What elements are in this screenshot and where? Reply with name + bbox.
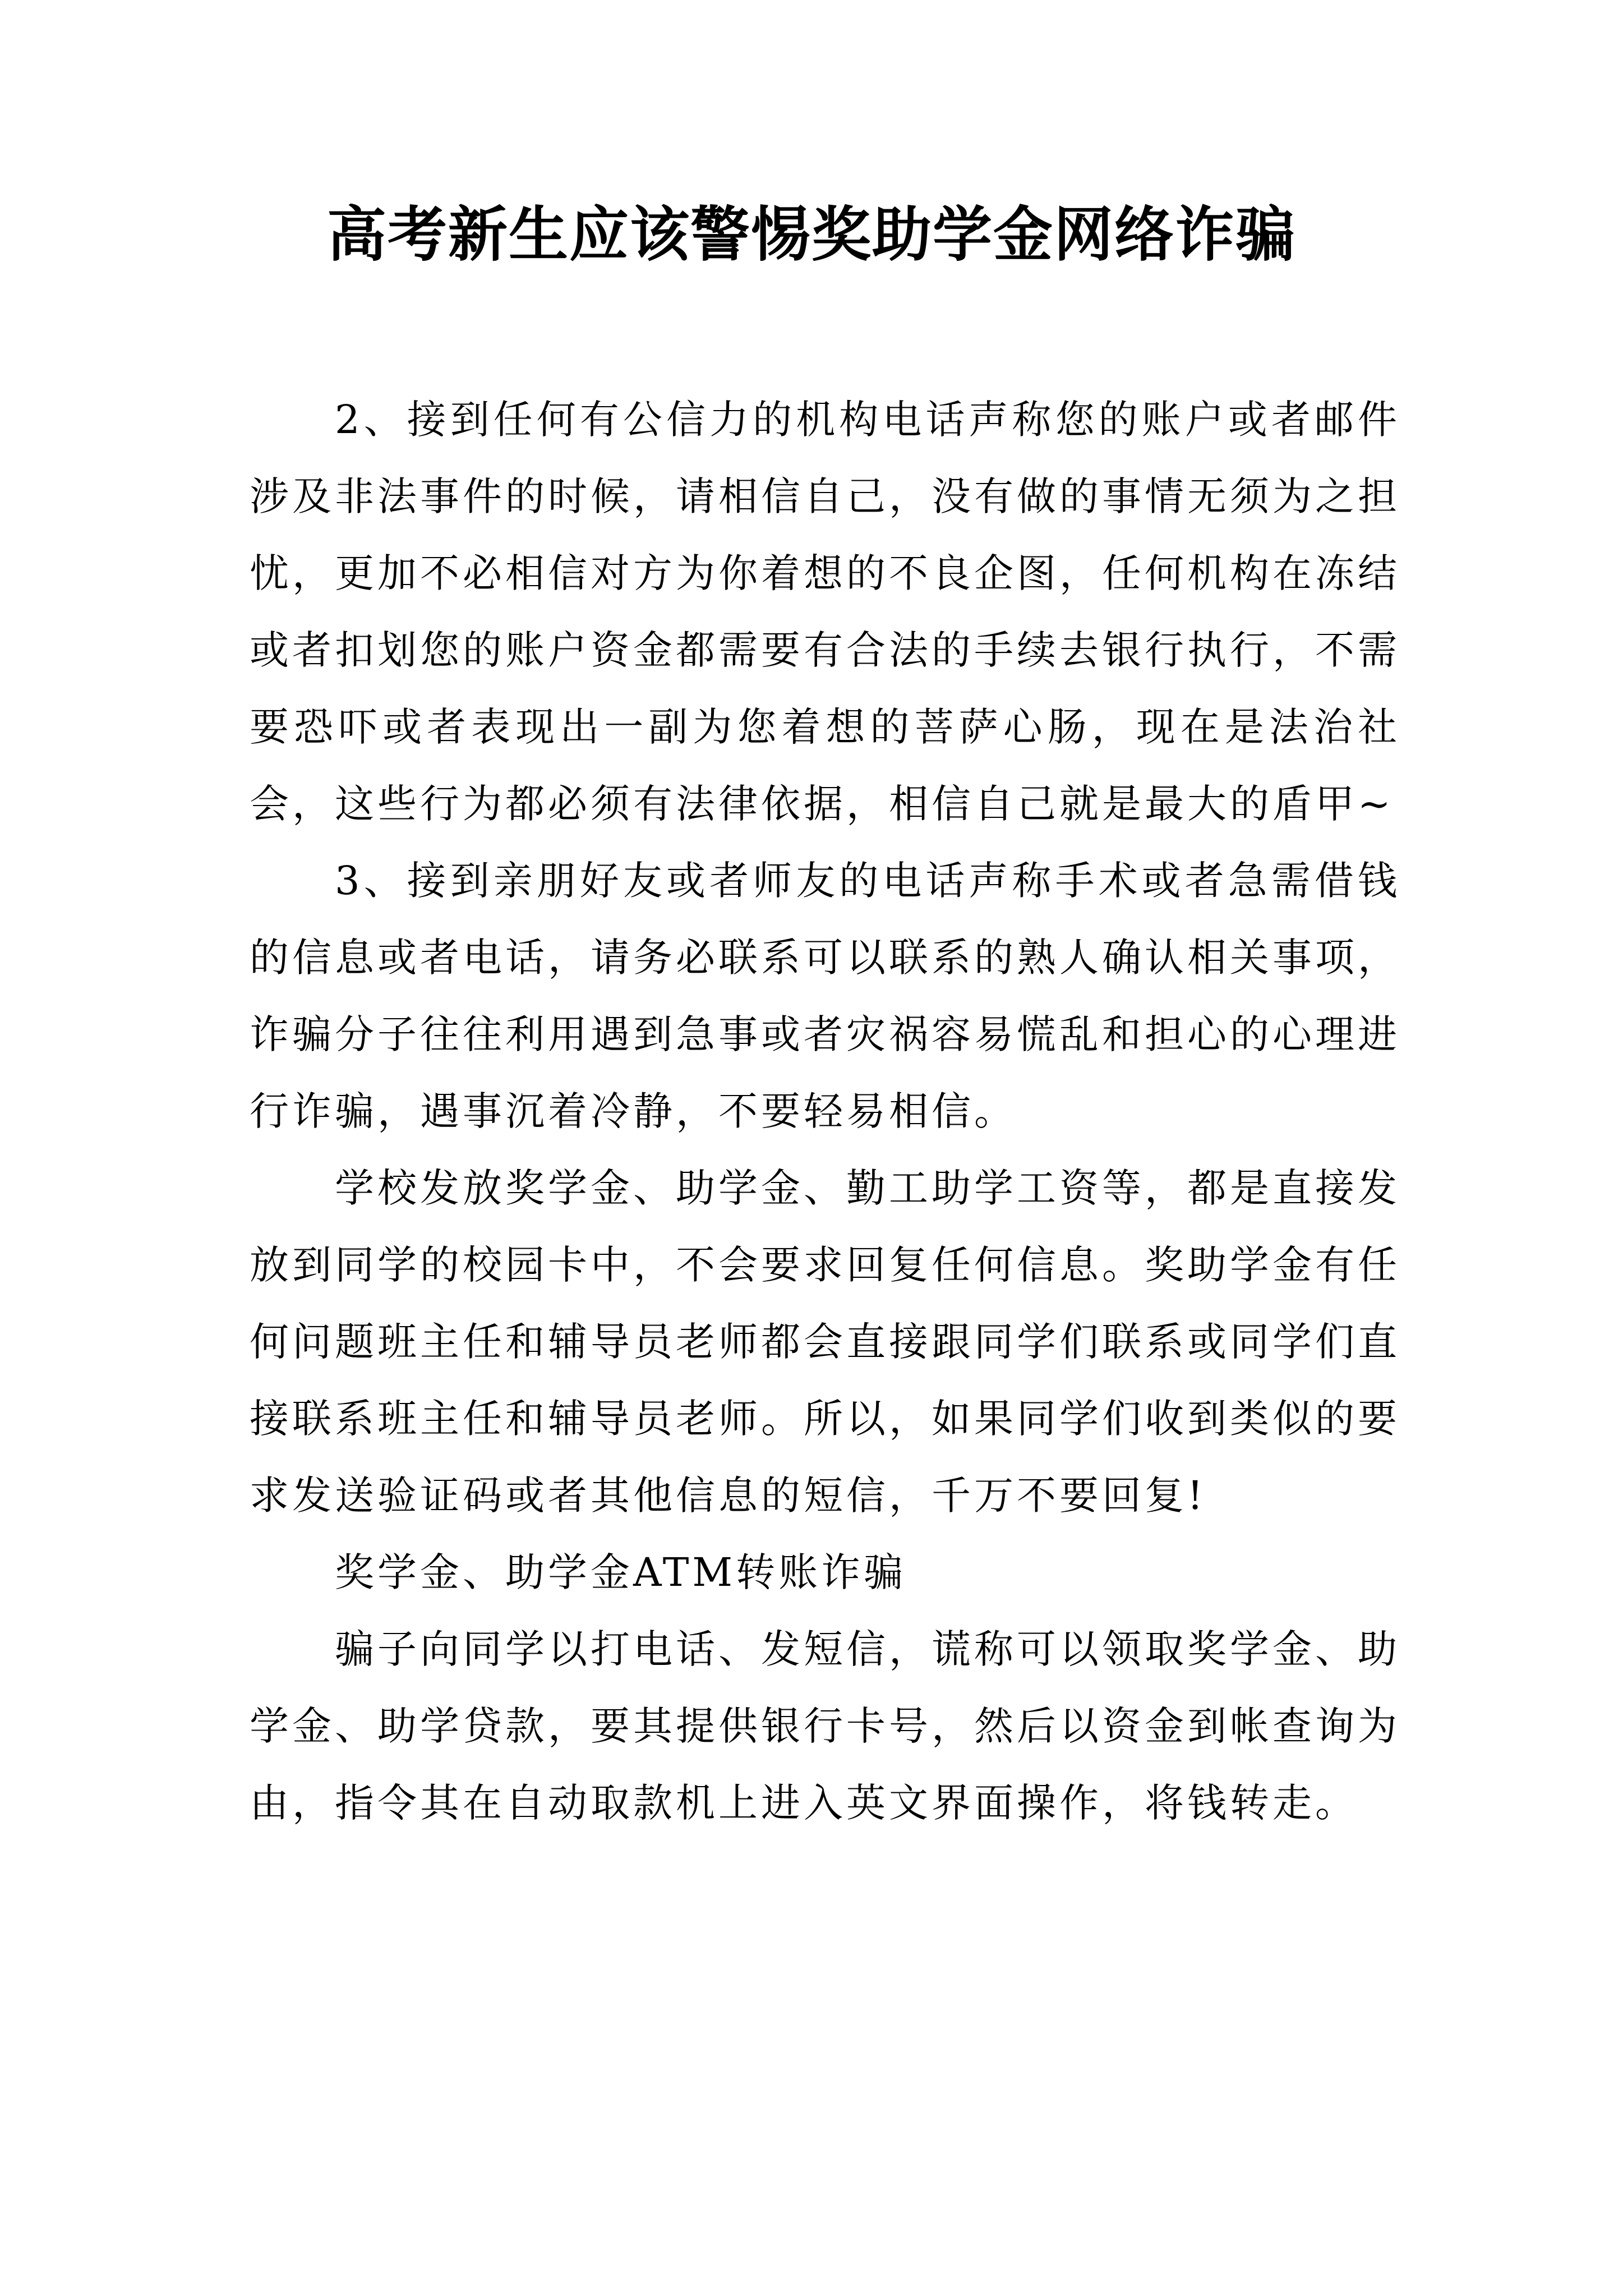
section-heading-atm-fraud: 奖学金、助学金ATM转账诈骗: [335, 1549, 907, 1595]
paragraph-item-2: 2、接到任何有公信力的机构电话声称您的账户或者邮件涉及非法事件的时候，请相信自己，没有做的事情无须为之担忧，更加不必相信对方为你着想的不良企图，任何机构在冻结或者扣划您的账户资金都需要有合法的手续去银行执行，不需要恐吓或者表现出一副为您着想的菩萨心肠，现在是法治社会，这些行为都必须有法律依据，相信自己就是最大的盾甲~: [250, 397, 1400, 827]
paragraph-school-payment: 学校发放奖学金、助学金、勤工助学工资等，都是直接发放到同学的校园卡中，不会要求回复任何信息。奖助学金有任何问题班主任和辅导员老师都会直接跟同学们联系或同学们直接联系班主任和辅导员老师。所以，如果同学们收到类似的要求发送验证码或者其他信息的短信，千万不要回复!: [250, 1165, 1400, 1519]
document-body: [250, 381, 1400, 1842]
paragraph-item-3: 3、接到亲朋好友或者师友的电话声称手术或者急需借钱的信息或者电话，请务必联系可以联系的熟人确认相关事项，诈骗分子往往利用遇到急事或者灾祸容易慌乱和担心的心理进行诈骗，遇事沉着冷静，不要轻易相信。: [250, 858, 1400, 1134]
document-title: 高考新生应该警惕奖助学金网络诈骗: [327, 199, 1296, 269]
paragraph-atm-fraud: 骗子向同学以打电话、发短信，谎称可以领取奖学金、助学金、助学贷款，要其提供银行卡号，然后以资金到帐查询为由，指令其在自动取款机上进入英文界面操作，将钱转走。: [250, 1626, 1400, 1826]
